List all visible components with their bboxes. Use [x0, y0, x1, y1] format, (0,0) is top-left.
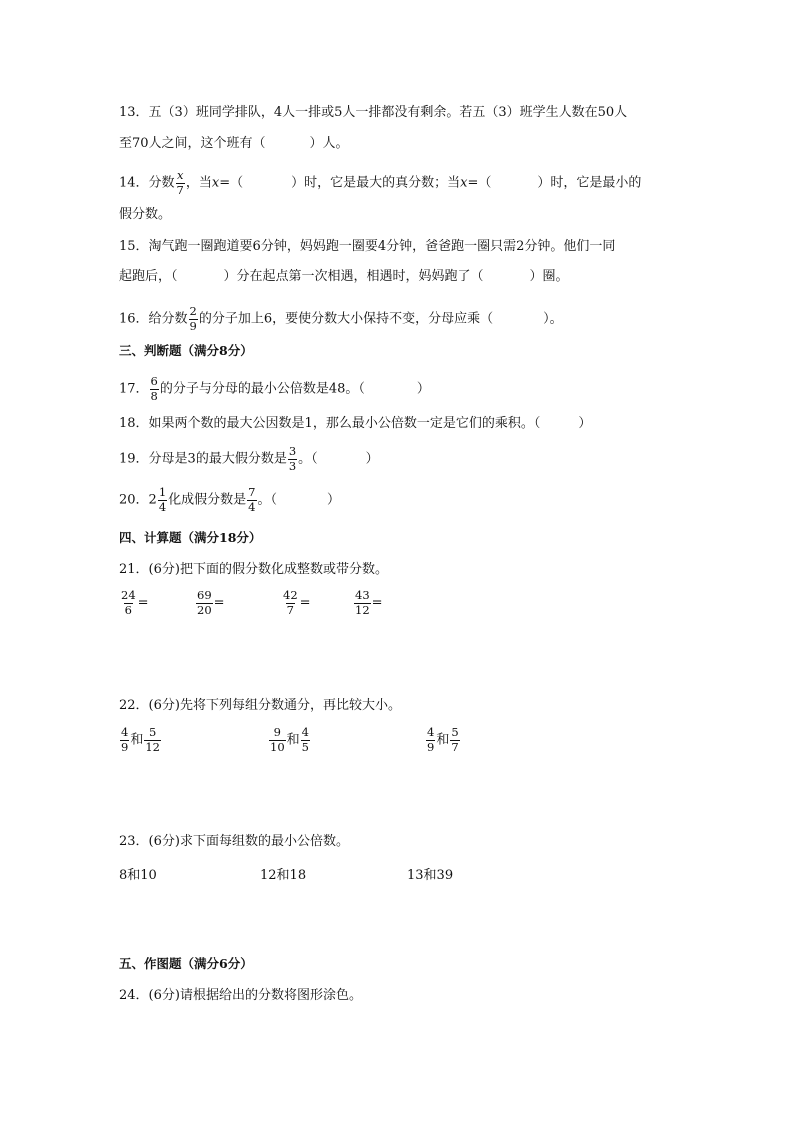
q22-text: 22．(6分)先将下列每组分数通分，再比较大小。 [119, 698, 401, 713]
fraction: $\frac{6}{8}$ [150, 374, 158, 403]
fraction: $\frac{7}{4}$ [248, 485, 256, 514]
q19-line: 19．分母是3的最大假分数是 $\frac{3}{3}$ 。（ ） [119, 444, 379, 473]
q13-line2: 至70人之间，这个班有（ ）人。 [119, 136, 349, 151]
fraction: $\frac{5}{12}$ [145, 725, 160, 754]
q21-item: $\frac{69}{20}$ = [197, 588, 225, 617]
q14-line1: 14．分数 $\frac{x}{7}$ ，当x=（ ）时，它是最大的真分数；当x=（ ）时，它是最小的 [119, 168, 642, 197]
q20-line: 20．2 $\frac{1}{4}$ 化成假分数是 $\frac{7}{4}$ 。（ ） [119, 485, 341, 514]
fraction: $\frac{3}{3}$ [288, 444, 297, 473]
fraction: $\frac{69}{20}$ [197, 588, 212, 617]
q22-item: $\frac{9}{10}$ 和 $\frac{4}{5}$ [270, 725, 309, 754]
fraction: $\frac{2}{9}$ [189, 304, 197, 333]
q21-item: $\frac{24}{6}$ = [121, 588, 149, 617]
q16-line: 16．给分数 $\frac{2}{9}$ 的分子加上6，要使分数大小保持不变，分母应乘（ ）。 [119, 304, 563, 333]
section-title: 四、计算题（满分18分） [119, 530, 262, 545]
fraction: $\frac{4}{9}$ [427, 725, 435, 754]
q22-item: $\frac{4}{9}$ 和 $\frac{5}{7}$ [427, 725, 459, 754]
q15-line1: 15．淘气跑一圈跑道要6分钟，妈妈跑一圈要4分钟，爸爸跑一圈只需2分钟。他们一同 [119, 239, 616, 254]
q14-line2: 假分数。 [119, 207, 172, 222]
q21-item: $\frac{43}{12}$ = [355, 588, 383, 617]
fraction: $\frac{5}{7}$ [451, 725, 459, 754]
q24-text: 24．(6分)请根据给出的分数将图形涂色。 [119, 988, 362, 1003]
fraction: $\frac{4}{5}$ [301, 725, 309, 754]
q21-item: $\frac{42}{7}$ = [283, 588, 311, 617]
fraction: $\frac{43}{12}$ [355, 588, 370, 617]
fraction: $\frac{24}{6}$ [121, 588, 136, 617]
fraction: $\frac{9}{10}$ [270, 725, 285, 754]
fraction: $\frac{42}{7}$ [283, 588, 298, 617]
fraction: $\frac{4}{9}$ [121, 725, 129, 754]
q13-line1: 13．五（3）班同学排队，4人一排或5人一排都没有剩余。若五（3）班学生人数在50人 [119, 105, 628, 120]
q23-item: 8和10 [119, 868, 157, 883]
section-title: 五、作图题（满分6分） [119, 956, 253, 971]
q23-text: 23．(6分)求下面每组数的最小公倍数。 [119, 834, 349, 849]
q23-item: 13和39 [407, 868, 454, 883]
q22-item: $\frac{4}{9}$ 和 $\frac{5}{12}$ [121, 725, 160, 754]
q23-item: 12和18 [260, 868, 307, 883]
fraction: $\frac{1}{4}$ [158, 485, 167, 514]
q17-line: 17． $\frac{6}{8}$ 的分子与分母的最小公倍数是48。（ ） [119, 374, 430, 403]
fraction: $\frac{x}{7}$ [176, 168, 184, 197]
section-title: 三、判断题（满分8分） [119, 343, 253, 358]
q21-text: 21．(6分)把下面的假分数化成整数或带分数。 [119, 562, 388, 577]
q18-line: 18．如果两个数的最大公因数是1，那么最小公倍数一定是它们的乘积。（ ） [119, 416, 592, 431]
q15-line2: 起跑后，（ ）分在起点第一次相遇，相遇时，妈妈跑了（ ）圈。 [119, 269, 569, 284]
